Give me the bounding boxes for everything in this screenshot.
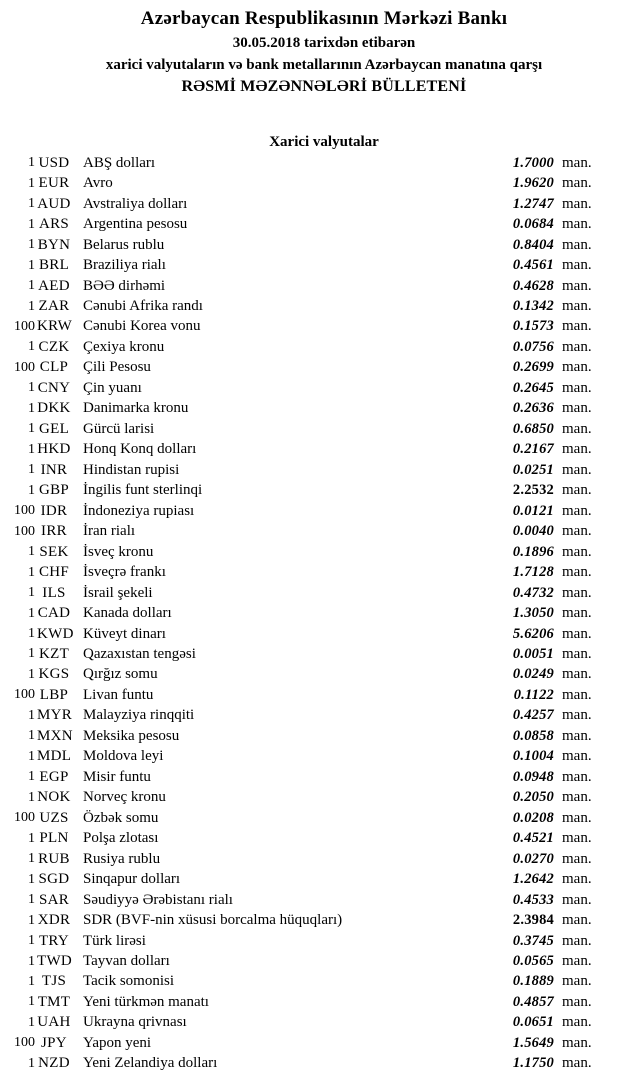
unit-label: man. xyxy=(562,707,592,724)
quantity: 100 xyxy=(14,687,35,703)
quantity: 1 xyxy=(28,1055,35,1071)
unit-label: man. xyxy=(562,195,592,212)
rate-value: 0.8404 xyxy=(512,236,554,253)
currency-name: İndoneziya rupiası xyxy=(83,502,195,519)
quantity: 1 xyxy=(28,257,35,273)
table-row xyxy=(0,542,620,562)
table-row xyxy=(0,399,620,419)
quantity: 1 xyxy=(28,851,35,867)
currency-code: TJS xyxy=(41,973,67,990)
rate-value: 1.7128 xyxy=(512,564,554,581)
table-row xyxy=(0,562,620,582)
currency-name: Ukrayna qrivnası xyxy=(83,1014,187,1031)
rate-value: 0.0948 xyxy=(512,768,554,785)
quantity: 1 xyxy=(28,605,35,621)
currency-code: PLN xyxy=(39,830,69,847)
table-row xyxy=(0,972,620,992)
currency-code: BYN xyxy=(37,236,71,253)
currency-name: Norveç kronu xyxy=(83,789,166,806)
rate-value: 1.9620 xyxy=(512,175,554,192)
currency-code: TRY xyxy=(38,932,70,949)
quantity: 1 xyxy=(28,626,35,642)
table-row xyxy=(0,685,620,705)
quantity: 1 xyxy=(28,892,35,908)
table-row xyxy=(0,153,620,173)
currency-code: NOK xyxy=(37,789,71,806)
currency-code: TMT xyxy=(37,993,71,1010)
quantity: 1 xyxy=(28,1014,35,1030)
unit-label: man. xyxy=(562,686,592,703)
effective-date-line: 30.05.2018 tarixdən etibarən xyxy=(232,35,416,51)
currency-name: Danimarka kronu xyxy=(83,400,189,417)
unit-label: man. xyxy=(562,850,592,867)
quantity: 1 xyxy=(28,380,35,396)
unit-label: man. xyxy=(562,748,592,765)
currency-code: RUB xyxy=(38,850,70,867)
rate-value: 0.2167 xyxy=(512,441,554,458)
currency-name: Gürcü larisi xyxy=(83,420,155,437)
currency-name: Tacik somonisi xyxy=(83,973,175,990)
currency-code: GEL xyxy=(38,420,70,437)
currency-rates-table xyxy=(0,153,620,1074)
currency-name: İsveçrə frankı xyxy=(83,564,166,581)
table-row xyxy=(0,992,620,1012)
currency-code: AUD xyxy=(37,195,71,212)
currency-code: USD xyxy=(38,154,70,171)
currency-code: NZD xyxy=(38,1055,70,1072)
quantity: 1 xyxy=(28,564,35,580)
unit-label: man. xyxy=(562,809,592,826)
table-row xyxy=(0,419,620,439)
quantity: 1 xyxy=(28,278,35,294)
currency-code: KRW xyxy=(37,318,73,335)
quantity: 1 xyxy=(28,482,35,498)
rate-value: 0.0051 xyxy=(512,645,554,662)
rate-value: 5.6206 xyxy=(512,625,554,642)
table-row xyxy=(0,235,620,255)
currency-name: Sinqapur dolları xyxy=(83,871,181,888)
rate-value: 0.0858 xyxy=(512,727,554,744)
quantity: 100 xyxy=(14,318,35,334)
currency-name: İran rialı xyxy=(83,523,136,540)
rate-value: 0.1889 xyxy=(512,973,554,990)
rate-value: 0.4561 xyxy=(512,257,554,274)
rate-value: 0.4628 xyxy=(512,277,554,294)
currency-code: JPY xyxy=(41,1034,67,1051)
currency-name: Özbək somu xyxy=(83,809,159,826)
rate-value: 1.5649 xyxy=(512,1034,554,1051)
rate-value: 2.3984 xyxy=(512,912,554,929)
currency-name: Çexiya kronu xyxy=(83,338,165,355)
rate-value: 0.0651 xyxy=(512,1014,554,1031)
currency-name: Yeni Zelandiya dolları xyxy=(83,1055,218,1072)
unit-label: man. xyxy=(562,175,592,192)
quantity: 1 xyxy=(28,216,35,232)
currency-code: KGS xyxy=(38,666,70,683)
unit-label: man. xyxy=(562,400,592,417)
currency-code: IRR xyxy=(41,523,67,540)
unit-label: man. xyxy=(562,277,592,294)
currency-name: Cənubi Afrika randı xyxy=(83,298,203,315)
table-row xyxy=(0,296,620,316)
bulletin-header xyxy=(0,0,620,98)
currency-code: KZT xyxy=(38,645,70,662)
rate-value: 0.2645 xyxy=(512,379,554,396)
currency-code: INR xyxy=(40,461,68,478)
rate-value: 1.7000 xyxy=(512,154,554,171)
currency-name: Hindistan rupisi xyxy=(83,461,180,478)
quantity: 1 xyxy=(28,666,35,682)
currency-code: ARS xyxy=(38,216,70,233)
quantity: 1 xyxy=(28,973,35,989)
unit-label: man. xyxy=(562,564,592,581)
section-title-foreign-currencies: Xarici valyutalar xyxy=(269,134,379,150)
quantity: 1 xyxy=(28,155,35,171)
unit-label: man. xyxy=(562,502,592,519)
unit-label: man. xyxy=(562,789,592,806)
quantity: 1 xyxy=(28,994,35,1010)
unit-label: man. xyxy=(562,154,592,171)
quantity: 1 xyxy=(28,339,35,355)
unit-label: man. xyxy=(562,625,592,642)
table-row xyxy=(0,644,620,664)
quantity: 1 xyxy=(28,871,35,887)
subject-line: xarici valyutaların və bank metallarının Azərbaycan manatına qarşı xyxy=(105,57,543,73)
currency-name: SDR (BVF-nin xüsusi borcalma hüquqları) xyxy=(83,912,343,929)
currency-code: GBP xyxy=(38,482,70,499)
currency-code: SEK xyxy=(39,543,69,560)
rate-value: 0.0251 xyxy=(512,461,554,478)
quantity: 1 xyxy=(28,544,35,560)
currency-code: XDR xyxy=(37,912,71,929)
rate-value: 0.0684 xyxy=(512,216,554,233)
unit-label: man. xyxy=(562,993,592,1010)
table-row xyxy=(0,706,620,726)
rate-value: 0.1896 xyxy=(512,543,554,560)
rate-value: 0.2636 xyxy=(512,400,554,417)
unit-label: man. xyxy=(562,298,592,315)
quantity: 100 xyxy=(14,503,35,519)
currency-name: İsrail şekeli xyxy=(83,584,153,601)
currency-code: CHF xyxy=(38,564,70,581)
quantity: 1 xyxy=(28,175,35,191)
currency-code: CNY xyxy=(37,379,71,396)
rate-value: 0.0565 xyxy=(512,953,554,970)
table-row xyxy=(0,1033,620,1053)
bulletin-title: RƏSMİ MƏZƏNNƏLƏRİ BÜLLETENİ xyxy=(181,78,467,95)
unit-label: man. xyxy=(562,605,592,622)
currency-name: Çin yuanı xyxy=(83,379,142,396)
table-row xyxy=(0,1054,620,1074)
table-row xyxy=(0,828,620,848)
currency-name: Səudiyyə Ərəbistanı rialı xyxy=(83,891,233,908)
rate-value: 0.0208 xyxy=(512,809,554,826)
currency-name: Kanada dolları xyxy=(83,605,172,622)
currency-code: HKD xyxy=(37,441,71,458)
quantity: 1 xyxy=(28,912,35,928)
rate-value: 0.4857 xyxy=(512,993,554,1010)
table-row xyxy=(0,521,620,541)
unit-label: man. xyxy=(562,912,592,929)
currency-code: MXN xyxy=(37,727,73,744)
unit-label: man. xyxy=(562,871,592,888)
currency-code: EUR xyxy=(38,175,70,192)
currency-code: CAD xyxy=(37,605,71,622)
currency-name: Rusiya rublu xyxy=(83,850,161,867)
rate-value: 0.1004 xyxy=(512,748,554,765)
rate-value: 0.0121 xyxy=(512,502,554,519)
unit-label: man. xyxy=(562,666,592,683)
quantity: 100 xyxy=(14,523,35,539)
unit-label: man. xyxy=(562,768,592,785)
currency-code: KWD xyxy=(37,625,74,642)
unit-label: man. xyxy=(562,543,592,560)
table-row xyxy=(0,440,620,460)
currency-code: IDR xyxy=(40,502,68,519)
table-row xyxy=(0,276,620,296)
unit-label: man. xyxy=(562,257,592,274)
rate-value: 0.1342 xyxy=(512,298,554,315)
table-row xyxy=(0,849,620,869)
currency-code: AED xyxy=(38,277,70,294)
unit-label: man. xyxy=(562,830,592,847)
currency-code: BRL xyxy=(38,257,70,274)
unit-label: man. xyxy=(562,482,592,499)
table-row xyxy=(0,603,620,623)
bank-name-title: Azərbaycan Respublikasının Mərkəzi Bankı xyxy=(140,8,508,29)
table-row xyxy=(0,378,620,398)
quantity: 1 xyxy=(28,646,35,662)
currency-name: Moldova leyi xyxy=(83,748,164,765)
rate-value: 0.0270 xyxy=(512,850,554,867)
quantity: 1 xyxy=(28,789,35,805)
currency-name: Polşa zlotası xyxy=(83,830,159,847)
rate-value: 1.1750 xyxy=(512,1055,554,1072)
unit-label: man. xyxy=(562,1014,592,1031)
currency-name: Cənubi Korea vonu xyxy=(83,318,201,335)
table-row xyxy=(0,788,620,808)
rate-value: 1.2642 xyxy=(512,871,554,888)
rate-value: 0.0249 xyxy=(512,666,554,683)
quantity: 1 xyxy=(28,933,35,949)
quantity: 1 xyxy=(28,462,35,478)
table-row xyxy=(0,624,620,644)
currency-code: DKK xyxy=(37,400,71,417)
currency-name: Qırğız somu xyxy=(83,666,158,683)
unit-label: man. xyxy=(562,932,592,949)
table-row xyxy=(0,501,620,521)
unit-label: man. xyxy=(562,584,592,601)
unit-label: man. xyxy=(562,973,592,990)
currency-code: UZS xyxy=(39,809,69,826)
currency-name: Braziliya rialı xyxy=(83,257,166,274)
currency-code: ZAR xyxy=(38,298,70,315)
currency-name: Argentina pesosu xyxy=(83,216,188,233)
quantity: 1 xyxy=(28,953,35,969)
quantity: 1 xyxy=(28,237,35,253)
currency-name: ABŞ dolları xyxy=(83,154,156,171)
unit-label: man. xyxy=(562,420,592,437)
quantity: 1 xyxy=(28,830,35,846)
unit-label: man. xyxy=(562,891,592,908)
table-row xyxy=(0,481,620,501)
currency-name: Belarus rublu xyxy=(83,236,165,253)
unit-label: man. xyxy=(562,953,592,970)
rate-value: 0.4533 xyxy=(512,891,554,908)
currency-code: MDL xyxy=(37,748,72,765)
currency-code: LBP xyxy=(39,686,69,703)
currency-name: Avro xyxy=(83,175,113,192)
currency-code: CLP xyxy=(39,359,69,376)
rate-value: 0.0040 xyxy=(512,523,554,540)
unit-label: man. xyxy=(562,338,592,355)
rate-value: 0.4257 xyxy=(512,707,554,724)
quantity: 1 xyxy=(28,748,35,764)
currency-name: Meksika pesosu xyxy=(83,727,180,744)
rate-value: 0.6850 xyxy=(512,420,554,437)
currency-name: BƏƏ dirhəmi xyxy=(83,277,166,294)
rate-value: 1.3050 xyxy=(512,605,554,622)
currency-name: Yeni türkmən manatı xyxy=(83,993,209,1010)
unit-label: man. xyxy=(562,727,592,744)
currency-name: Tayvan dolları xyxy=(83,953,170,970)
quantity: 100 xyxy=(14,810,35,826)
quantity: 1 xyxy=(28,421,35,437)
currency-name: İngilis funt sterlinqi xyxy=(83,482,203,499)
rate-value: 0.2699 xyxy=(512,359,554,376)
table-row xyxy=(0,583,620,603)
table-row xyxy=(0,747,620,767)
table-row xyxy=(0,337,620,357)
currency-code: CZK xyxy=(38,338,70,355)
currency-name: Livan funtu xyxy=(83,686,154,703)
rate-value: 1.2747 xyxy=(512,195,554,212)
quantity: 100 xyxy=(14,359,35,375)
rate-value: 0.1573 xyxy=(512,318,554,335)
rate-value: 0.4732 xyxy=(512,584,554,601)
quantity: 1 xyxy=(28,707,35,723)
table-row xyxy=(0,358,620,378)
unit-label: man. xyxy=(562,1034,592,1051)
table-row xyxy=(0,869,620,889)
quantity: 1 xyxy=(28,441,35,457)
currency-name: Yapon yeni xyxy=(83,1034,152,1051)
currency-name: İsveç kronu xyxy=(83,543,154,560)
rate-value: 0.3745 xyxy=(512,932,554,949)
currency-name: Honq Konq dolları xyxy=(83,441,197,458)
currency-name: Türk lirəsi xyxy=(83,932,146,949)
rate-value: 0.2050 xyxy=(512,789,554,806)
unit-label: man. xyxy=(562,318,592,335)
rate-value: 2.2532 xyxy=(512,482,554,499)
table-row xyxy=(0,460,620,480)
quantity: 100 xyxy=(14,1035,35,1051)
unit-label: man. xyxy=(562,461,592,478)
table-row xyxy=(0,931,620,951)
currency-name: Avstraliya dolları xyxy=(83,195,188,212)
currency-code: UAH xyxy=(37,1014,71,1031)
rate-value: 0.0756 xyxy=(512,338,554,355)
table-row xyxy=(0,214,620,234)
table-row xyxy=(0,665,620,685)
table-row xyxy=(0,173,620,193)
table-row xyxy=(0,808,620,828)
unit-label: man. xyxy=(562,236,592,253)
unit-label: man. xyxy=(562,523,592,540)
quantity: 1 xyxy=(28,585,35,601)
currency-code: SAR xyxy=(38,891,70,908)
currency-code: SGD xyxy=(38,871,70,888)
unit-label: man. xyxy=(562,359,592,376)
quantity: 1 xyxy=(28,728,35,744)
quantity: 1 xyxy=(28,400,35,416)
currency-name: Qazaxıstan tengəsi xyxy=(83,645,196,662)
quantity: 1 xyxy=(28,769,35,785)
quantity: 1 xyxy=(28,298,35,314)
rate-value: 0.4521 xyxy=(512,830,554,847)
unit-label: man. xyxy=(562,645,592,662)
unit-label: man. xyxy=(562,1055,592,1072)
table-row xyxy=(0,194,620,214)
table-row xyxy=(0,767,620,787)
currency-name: Misir funtu xyxy=(83,768,151,785)
currency-code: TWD xyxy=(37,953,73,970)
table-row xyxy=(0,255,620,275)
currency-code: EGP xyxy=(39,768,69,785)
currency-code: MYR xyxy=(37,707,73,724)
currency-name: Çili Pesosu xyxy=(83,359,151,376)
rate-value: 0.1122 xyxy=(513,686,554,703)
table-row xyxy=(0,951,620,971)
unit-label: man. xyxy=(562,216,592,233)
unit-label: man. xyxy=(562,379,592,396)
currency-name: Küveyt dinarı xyxy=(83,625,166,642)
table-row xyxy=(0,726,620,746)
table-row xyxy=(0,1013,620,1033)
unit-label: man. xyxy=(562,441,592,458)
currency-name: Malayziya rinqqiti xyxy=(83,707,195,724)
quantity: 1 xyxy=(28,196,35,212)
table-row xyxy=(0,890,620,910)
table-row xyxy=(0,910,620,930)
currency-code: ILS xyxy=(42,584,66,601)
table-row xyxy=(0,317,620,337)
